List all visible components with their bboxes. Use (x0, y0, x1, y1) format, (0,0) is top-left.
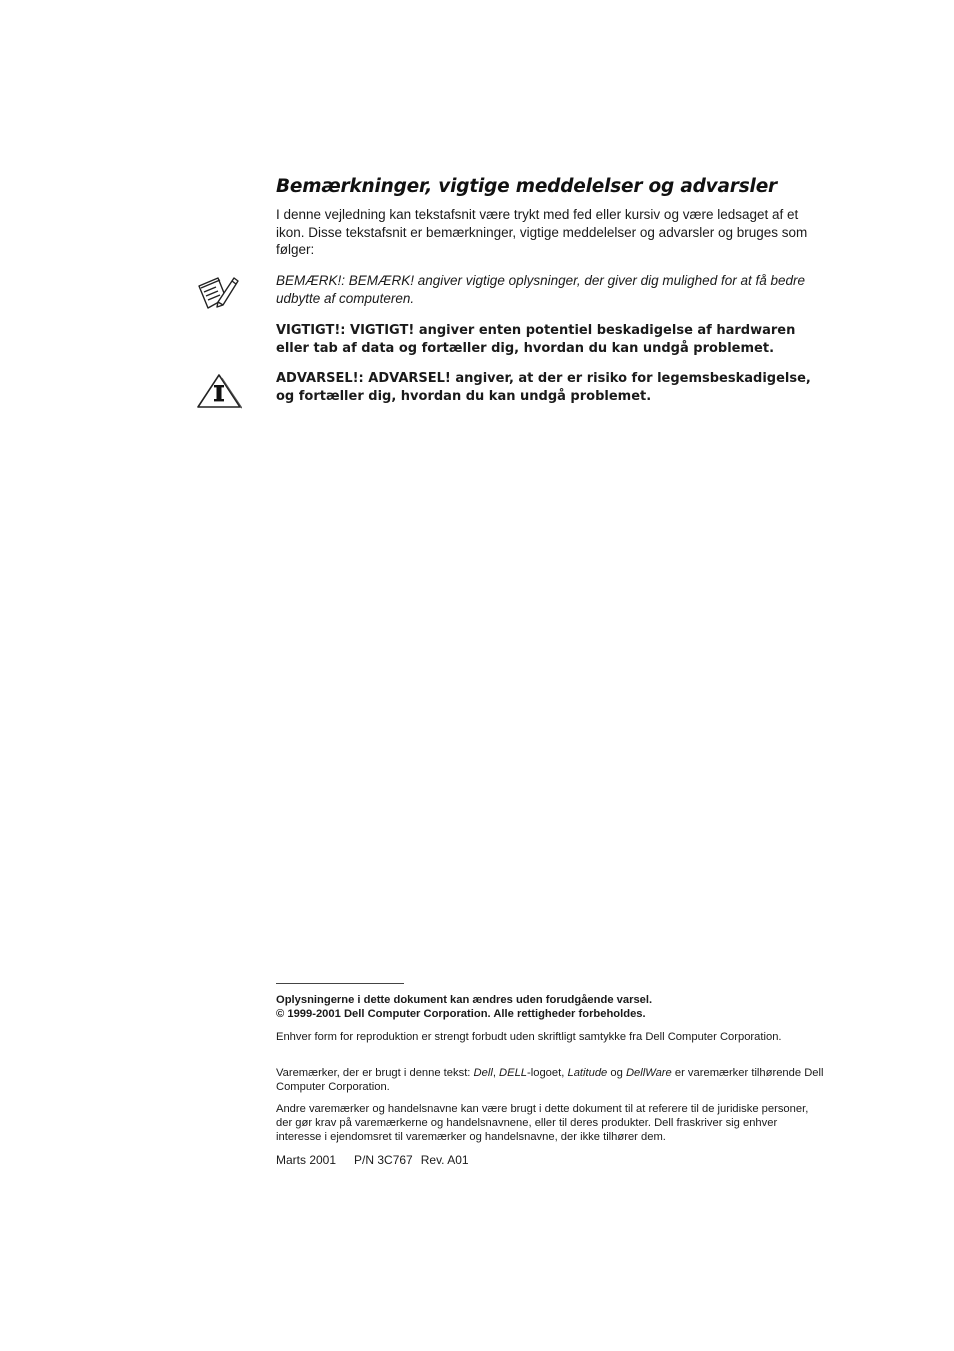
trademarks-suffix: er varemærker tilhørende Dell Computer Corporation. (276, 1067, 824, 1093)
notice-line-1: Oplysningerne i dette dokument kan ændres uden forudgående varsel. (276, 994, 653, 1006)
note-text: BEMÆRK!: BEMÆRK! angiver vigtige oplysninger, der giver dig mulighed for at få bedre udbytte af computeren. (276, 273, 805, 306)
publication-info (276, 1153, 824, 1167)
warning-triangle-icon (196, 372, 242, 410)
part-number: P/N 3C767 (354, 1153, 413, 1167)
trademark-dellware: DellWare (625, 1067, 672, 1079)
revision: Rev. A01 (420, 1153, 469, 1167)
trademark-dell: Dell (473, 1067, 493, 1079)
reproduction-notice: Enhver form for reproduktion er strengt forbudt uden skriftligt samtykke fra Dell Computer Corporation. (276, 1031, 782, 1043)
trademarks-prefix: Varemærker, der er brugt i denne tekst: (276, 1067, 474, 1079)
footnote-divider (276, 983, 404, 984)
page-title: Bemærkninger, vigtige meddelelser og advarsler (276, 176, 777, 197)
note-pencil-icon (196, 272, 242, 312)
important-text: VIGTIGT!: VIGTIGT! angiver enten potentiel beskadigelse af hardwaren eller tab af data og fortæller dig, hvordan du kan undgå problemet. (276, 323, 796, 356)
other-trademarks-notice: Andre varemærker og handelsnavne kan være brugt i dette dokument til at referere til de juridiske personer, der gør krav på varemærkerne og handelsnavnene, eller til deres produkter. Dell fraskriver sig enhver interesse i ejendomsret til varemærker og handelsnavne, der ikke tilhører dem. (276, 1103, 809, 1143)
intro-paragraph: I denne vejledning kan tekstafsnit være trykt med fed eller kursiv og være ledsaget af et ikon. Disse tekstafsnit er bemærkninger, vigtige meddelelser og advarsler og bruges som følger: (276, 207, 808, 257)
copyright-notice (276, 993, 824, 1021)
trademark-sep: , (492, 1067, 500, 1079)
trademark-logo-suffix: -logoet, (527, 1067, 568, 1079)
trademarks-notice (276, 1066, 824, 1094)
notice-line-2: © 1999-2001 Dell Computer Corporation. Alle rettigheder forbeholdes. (276, 1008, 646, 1020)
warning-text: ADVARSEL!: ADVARSEL! angiver, at der er risiko for legemsbeskadigelse, og fortæller dig, hvordan du kan undgå problemet. (276, 371, 811, 404)
publication-date: Marts 2001 (276, 1153, 337, 1167)
trademark-latitude: Latitude (567, 1067, 608, 1079)
trademark-og: og (607, 1067, 626, 1079)
trademark-dell-logo: DELL (499, 1067, 528, 1079)
